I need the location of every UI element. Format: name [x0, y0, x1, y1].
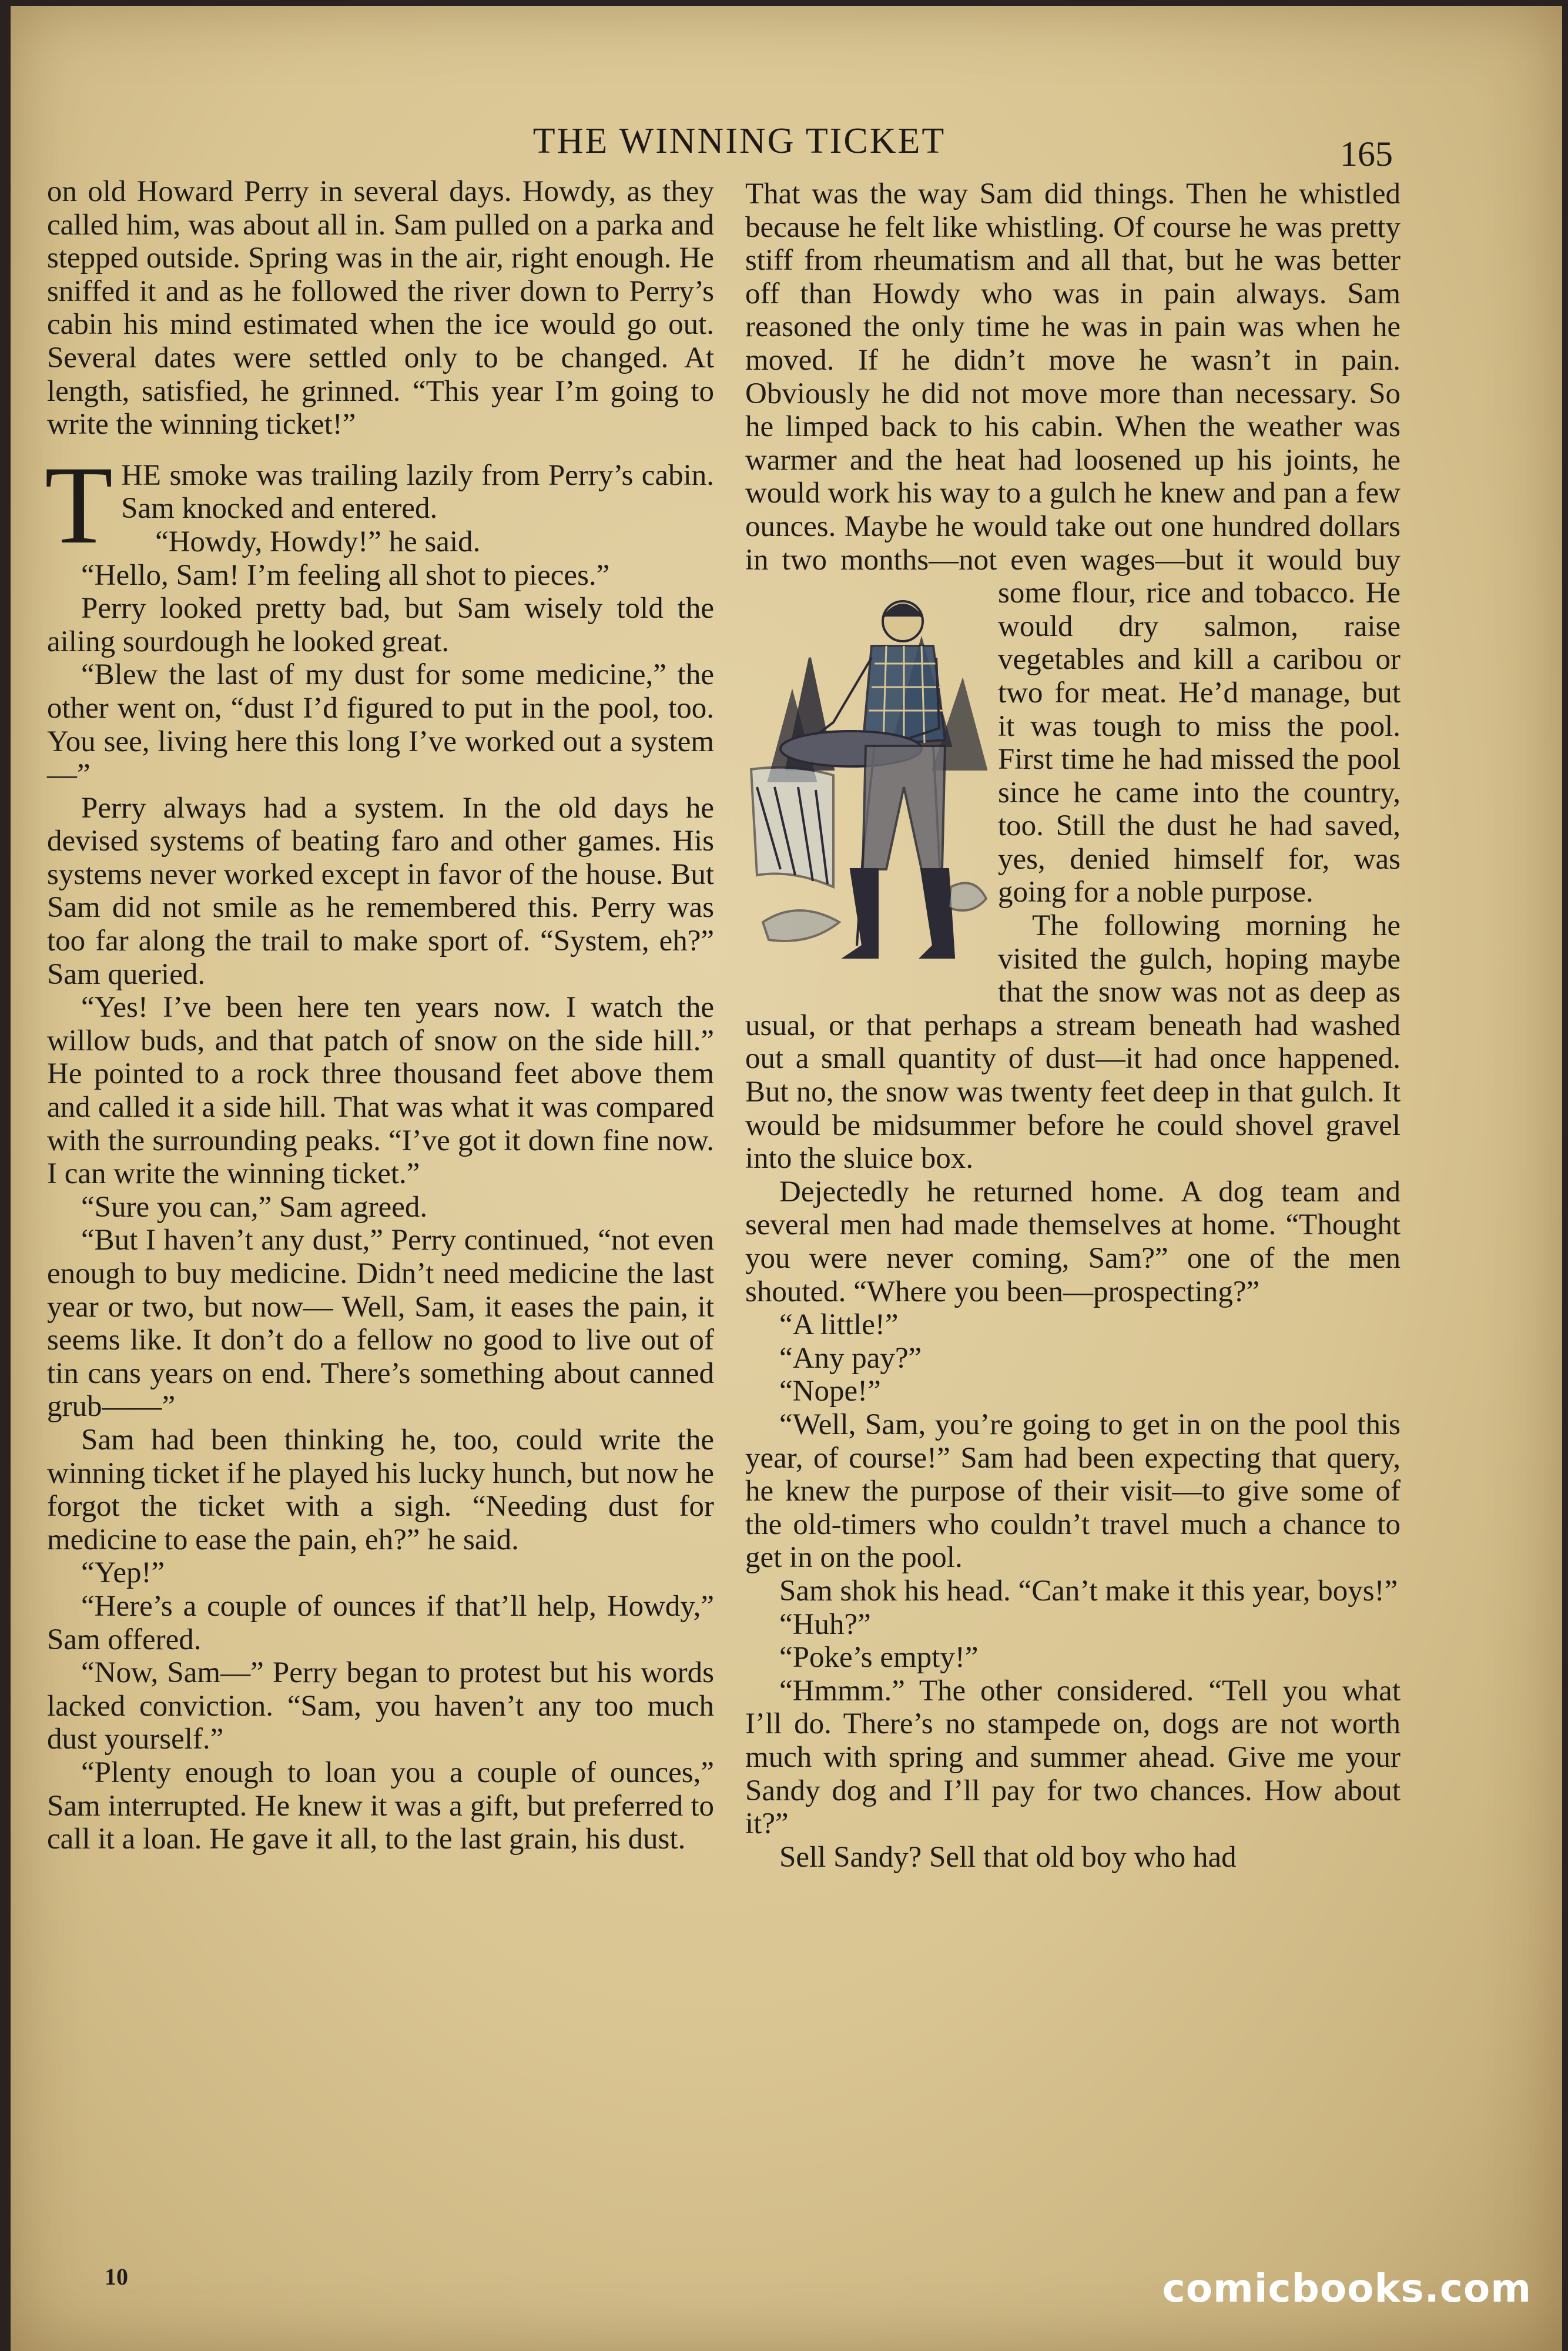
paragraph: “Well, Sam, you’re going to get in on the pool this year, of course!” Sam had been expecting that query, he knew the purpose of their visit—to give some of the old-timers who couldn’t travel much a chance to get in on the pool. — [745, 1408, 1401, 1575]
paragraph: Perry always had a system. In the old days he devised systems of beating faro and other games. His systems never worked except in favor of the house. But Sam did not smile as he remembered this. Perry was too far along the trail to make sport of. “System, eh?” Sam queried. — [47, 791, 714, 991]
section-opening-text: HE smoke was trailing lazily from Perry’s cabin. Sam knocked and entered. — [121, 458, 714, 525]
paragraph: on old Howard Perry in several days. Howdy, as they called him, was about all in. Sam pulled on a parka and stepped outside. Spring was in the air, right enough. He sniffed it and as he followed the river down to Perry’s cabin his mind estimated when the ice would go out. Several dates were settled only to be changed. At length, satisfied, he grinned. “This year I’m going to write the winning ticket!” — [47, 175, 714, 441]
page-number: 165 — [1340, 135, 1393, 173]
paragraph: “Nope!” — [779, 1375, 881, 1408]
paragraph: “Howdy, Howdy!” he said. — [155, 525, 481, 558]
prospector-panning-gold-illustration — [745, 593, 987, 981]
paragraph: Perry looked pretty bad, but Sam wisely told the ailing sourdough he looked great. — [47, 592, 714, 658]
paragraph: Sell Sandy? Sell that old boy who had — [779, 1840, 1237, 1874]
paragraph: That was the way Sam did things. Then he whistled because he felt like whistling. Of course he was pretty stiff from rheumatism and all that, but he was better off than Howdy who was in pain always. Sam reasoned the only time he was in pain was when he moved. If he didn’t move he wasn’t in pain. Obviously he did not move more than necessary. So he limped back to his cabin. When the weather was warmer and the heat had loosened up his joints, he would work his way to a gulch he knew and pan a few ounces. Maybe he would take out one hundred dollars in two months—not even wages—but it would buy some flour, rice and tobacco. He would dry salmon, raise vegetables and kill a caribou or two for meat. He’d manage, but it was tough to miss the pool. First time he had missed the pool since he came into the country, too. Still the dust he had saved, yes, denied himself for, was going for a noble purpose. — [745, 178, 1401, 909]
paragraph: “Here’s a couple of ounces if that’ll help, Howdy,” Sam offered. — [47, 1589, 714, 1656]
paragraph: “Huh?” — [779, 1607, 871, 1641]
paragraph: “Plenty enough to loan you a couple of ounces,” Sam interrupted. He knew it was a gift, but preferred to call it a loan. He gave it all, to the last grain, his dust. — [47, 1756, 714, 1856]
paragraph: Dejectedly he returned home. A dog team and several men had made themselves at home. “Thought you were never coming, Sam?” one of the men shouted. “Where you been—prospecting?” — [745, 1175, 1401, 1308]
paragraph: “Now, Sam—” Perry began to protest but his words lacked conviction. “Sam, you haven’t any too much dust yourself.” — [47, 1656, 714, 1756]
paragraph: “Any pay?” — [779, 1341, 922, 1375]
paragraph: “Blew the last of my dust for some medicine,” the other went on, “dust I’d figured to put in the pool, too. You see, living here this long I’ve worked out a system—” — [47, 658, 714, 792]
paragraph: “Yep!” — [81, 1556, 165, 1590]
prospector-icon — [745, 593, 987, 981]
paragraph: Sam had been thinking he, too, could write the winning ticket if he played his lucky hunch, but now he forgot the ticket with a sigh. “Needing dust for medicine to ease the pain, eh?” he said. — [47, 1423, 714, 1556]
drop-cap: T — [45, 443, 113, 567]
paragraph: Sam shok his head. “Can’t make it this year, boys!” — [779, 1574, 1398, 1607]
paragraph: “A little!” — [779, 1308, 899, 1342]
paragraph: “Hmmm.” The other considered. “Tell you what I’ll do. There’s no stampede on, dogs are not worth much with spring and summer ahead. Give me your Sandy dog and I’ll pay for two chances. How about it?” — [745, 1674, 1401, 1841]
paragraph: “Sure you can,” Sam agreed. — [81, 1190, 428, 1224]
signature-folio: 10 — [105, 2263, 128, 2290]
watermark-text: comicbooks.com — [1162, 2266, 1532, 2311]
right-column — [745, 178, 1401, 1874]
paragraph: The following morning he visited the gulch, hoping maybe that the snow was not as deep as usual, or that perhaps a stream beneath had washed out a small quantity of dust—it had once happened. But no, the snow was twenty feet deep in that gulch. It would be midsummer before he could shovel gravel into the sluice box. — [745, 909, 1401, 1176]
running-head: THE WINNING TICKET — [532, 121, 946, 161]
paragraph: “Hello, Sam! I’m feeling all shot to pieces.” — [81, 558, 610, 592]
paragraph: “Yes! I’ve been here ten years now. I watch the willow buds, and that patch of snow on the side hill.” He pointed to a rock three thousand feet above them and called it a side hill. That was what it was compared with the surrounding peaks. “I’ve got it down fine now. I can write the winning ticket.” — [47, 991, 714, 1191]
book-page — [11, 6, 1562, 2351]
left-column — [47, 175, 714, 1856]
paragraph: “Poke’s empty!” — [779, 1641, 979, 1674]
paragraph: “But I haven’t any dust,” Perry continued, “not even enough to buy medicine. Didn’t need medicine the last year or two, but now— Well, Sam, it eases the pain, it seems like. It don’t do a fellow no good to live out of tin cans years on end. There’s something about canned grub——” — [47, 1224, 714, 1424]
